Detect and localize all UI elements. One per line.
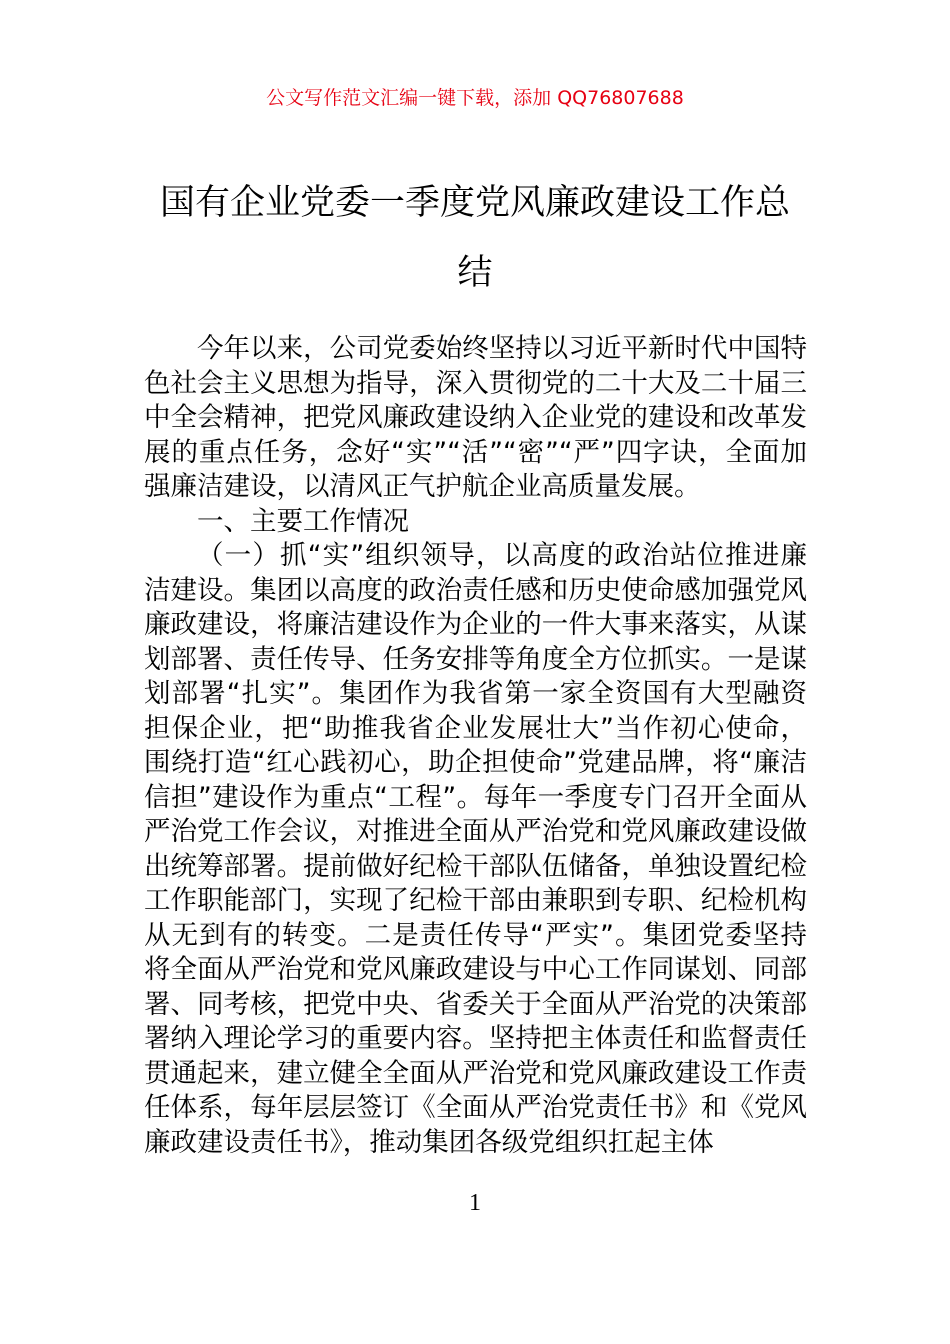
paragraph-intro: 今年以来，公司党委始终坚持以习近平新时代中国特色社会主义思想为指导，深入贯彻党的二十大及二十届三中全会精神，把党风廉政建设纳入企业党的建设和改革发展的重点任务，念好“实”“活”“密”“严”四字诀，全面加强廉洁建设，以清风正气护航企业高质量发展。 — [144, 333, 807, 502]
document-title: 国有企业党委一季度党风廉政建设工作总结 — [159, 183, 790, 293]
document-body — [144, 332, 807, 1160]
section-heading: 一、主要工作情况 — [197, 505, 409, 537]
paragraph-section-1: （一）抓“实”组织领导，以高度的政治站位推进廉洁建设。集团以高度的政治责任感和历史使命感加强党风廉政建设，将廉洁建设作为企业的一件大事来落实，从谋划部署、责任传导、任务安排等角度全方位抓实。一是谋划部署“扎实”。集团作为我省第一家全资国有大型融资担保企业，把“助推我省企业发展壮大”当作初心使命，围绕打造“红心践初心，助企担使命”党建品牌，将“廉洁信担”建设作为重点“工程”。每年一季度专门召开全面从严治党工作会议，对推进全面从严治党和党风廉政建设做出统筹部署。提前做好纪检干部队伍储备，单独设置纪检工作职能部门，实现了纪检干部由兼职到专职、纪检机构从无到有的转变。二是责任传导“严实”。集团党委坚持将全面从严治党和党风廉政建设与中心工作同谋划、同部署、同考核，把党中央、省委关于全面从严治党的决策部署纳入理论学习的重要内容。坚持把主体责任和监督责任贯通起来，建立健全全面从严治党和党风廉政建设工作责任体系，每年层层签订《全面从严治党责任书》和《党风廉政建设责任书》，推动集团各级党组织扛起主体 — [144, 540, 807, 1158]
page-number: 1 — [469, 1190, 481, 1216]
header-note: 公文写作范文汇编一键下载，添加 QQ76807688 — [266, 87, 684, 109]
